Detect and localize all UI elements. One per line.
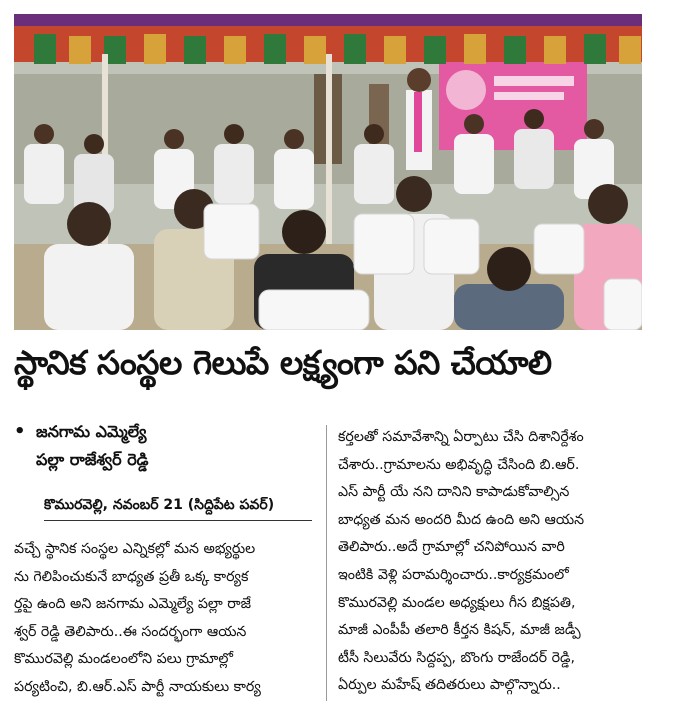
body-right-line: టీసీ సిలువేరు సిద్దప్ప, బొంగు రాజేందర్ రెడ్డి, (338, 649, 575, 666)
subheading-line-2: పల్లా రాజేశ్వర్ రెడ్డి (36, 450, 149, 469)
dateline: కొమురవెల్లి, నవంబర్ 21 (సిద్దిపేట పవర్) (44, 494, 312, 521)
column-divider (326, 425, 327, 701)
body-left-line: కొమురవెల్లి మండలంలోని పలు గ్రామాల్లో (14, 651, 233, 668)
body-column-right (338, 424, 640, 700)
bullet-icon: • (14, 421, 26, 442)
body-right-line: చేశారు..గ్రామాలను అభివృద్ధి చేసింది బి.ఆర్. (338, 456, 580, 473)
body-left-line: పర్యటించి, బి.ఆర్.ఎస్ పార్టీ నాయకులు కార్య (14, 678, 261, 695)
headline: స్థానిక సంస్థల గెలుపే లక్ష్యంగా పని చేయాలి (14, 343, 552, 382)
body-right-line: ఎస్ పార్టీ యే నని దానిని కాపాడుకోవాల్సిన (338, 484, 570, 501)
body-right-line: కర్తలతో సమావేశాన్ని ఏర్పాటు చేసి దిశానిర్దేశం (338, 429, 584, 445)
body-left-line: ను గెలిపించుకునే బాధ్యత ప్రతీ ఒక్క కార్యక (14, 568, 249, 585)
news-photo-meeting (14, 14, 642, 330)
subheading (14, 418, 314, 474)
body-right-line: బాధ్యత మన అందరి మీద ఉంది అని ఆయన (338, 511, 585, 528)
body-right-line: ఇంటికి వెళ్లి పరామర్శించారు..కార్యక్రమంలో (338, 566, 569, 583)
body-left-line: ర్తపై ఉంది అని జనగామ ఎమ్మెల్యే పల్లా రాజే (14, 596, 251, 613)
subheading-line-1: జనగామ ఎమ్మెల్యే (36, 422, 147, 441)
body-left-line: శ్వర్ రెడ్డి తెలిపారు..ఈ సందర్భంగా ఆయన (14, 623, 247, 640)
body-right-line: ఏర్పుల మహేష్ తదితరులు పాల్గొన్నారు.. (338, 677, 561, 694)
body-right-line: కొమురవెల్లి మండల అధ్యక్షులు గీస బిక్షపతి, (338, 594, 576, 611)
body-column-left (14, 536, 316, 702)
body-right-line: తెలిపారు..అదే గ్రామాల్లో చనిపోయిన వారి (338, 539, 565, 556)
body-left-line: వచ్చే స్థానిక సంస్థల ఎన్నికల్లో మన అభ్యర్థుల (14, 541, 256, 557)
body-right-line: మాజీ ఎంపీపీ తలారి కీర్తన కిషన్, మాజీ జడ్పీ (338, 622, 581, 639)
